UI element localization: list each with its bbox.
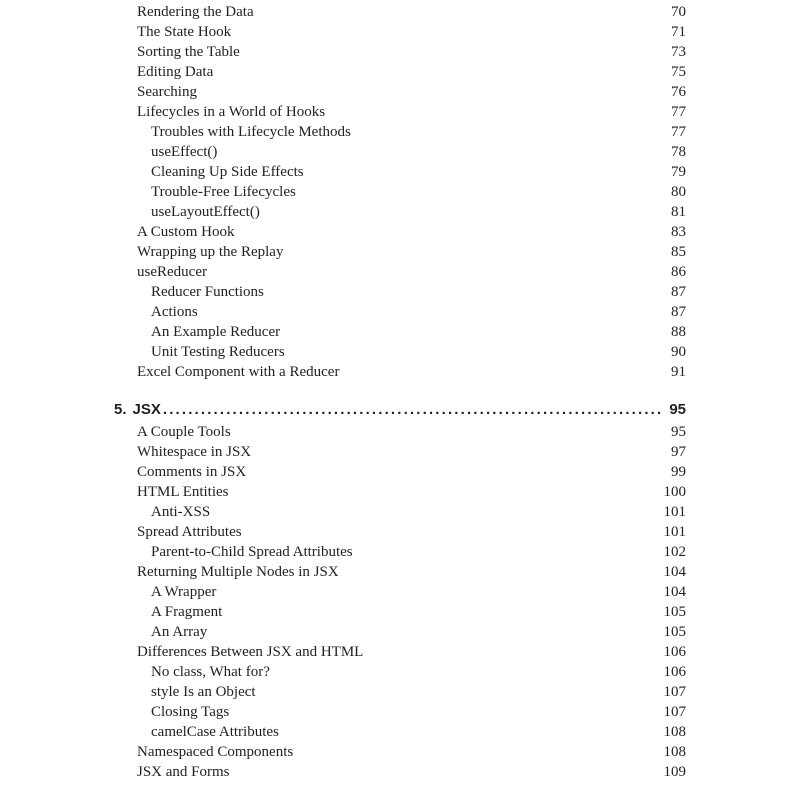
toc-entry-title: useReducer [137,264,207,280]
toc-entry-page-number: 77 [671,124,686,140]
toc-entry-page-number: 108 [663,744,686,760]
toc-entry-page-number: 101 [663,504,686,520]
toc-entry-title: Differences Between JSX and HTML [137,644,364,660]
toc-entry[interactable] [151,662,686,682]
toc-entry[interactable] [137,222,686,242]
toc-entry-page-number: 104 [663,584,686,600]
toc-entry-page-number: 91 [671,364,686,380]
toc-entry[interactable] [151,622,686,642]
toc-entry[interactable] [151,282,686,302]
toc-entry[interactable] [137,642,686,662]
toc-entry-title: A Custom Hook [137,224,235,240]
toc-entry-title: Reducer Functions [151,284,264,300]
toc-entry-title: A Wrapper [151,584,217,600]
toc-entry-page-number: 76 [671,84,686,100]
chapter-number: 5. [114,401,127,418]
toc-entry[interactable] [151,702,686,722]
toc-entry[interactable] [137,2,686,22]
toc-entry[interactable] [151,162,686,182]
toc-entry-page-number: 86 [671,264,686,280]
toc-entry-page-number: 87 [671,304,686,320]
toc-entry[interactable] [151,342,686,362]
toc-entry-title: No class, What for? [151,664,270,680]
toc-entry-title: Namespaced Components [137,744,294,760]
toc-entry[interactable] [137,482,686,502]
toc-entry-title: An Example Reducer [151,324,281,340]
toc-entry[interactable] [151,602,686,622]
toc-entry-page-number: 100 [663,484,686,500]
toc-entry[interactable] [137,442,686,462]
toc-entry-title: HTML Entities [137,484,229,500]
toc-entry[interactable] [151,142,686,162]
toc-entry[interactable] [137,462,686,482]
toc-entry-page-number: 104 [663,564,686,580]
toc-entry-title: Whitespace in JSX [137,444,252,460]
toc-entry[interactable] [137,42,686,62]
toc-entry[interactable] [151,502,686,522]
toc-entry[interactable] [137,762,686,782]
toc-entry-page-number: 81 [671,204,686,220]
toc-entry-page-number: 105 [663,604,686,620]
toc-entry[interactable] [137,262,686,282]
chapter-title: JSX [132,401,161,418]
toc-entry-title: JSX and Forms [137,764,230,780]
toc-entry[interactable] [137,422,686,442]
toc-entry-title: Sorting the Table [137,44,240,60]
toc-entry-page-number: 87 [671,284,686,300]
toc-entry[interactable] [151,582,686,602]
toc-entry[interactable] [137,102,686,122]
toc-entry[interactable] [137,242,686,262]
toc-entry-title: Excel Component with a Reducer [137,364,340,380]
toc-entry[interactable] [151,182,686,202]
toc-entry-title: Lifecycles in a World of Hooks [137,104,326,120]
toc-entry-title: Rendering the Data [137,4,254,20]
toc-entry-page-number: 107 [663,684,686,700]
toc-entry-title: Comments in JSX [137,464,247,480]
toc-entry-page-number: 85 [671,244,686,260]
toc-entry-page-number: 73 [671,44,686,60]
toc-entry-page-number: 106 [663,664,686,680]
toc-entry-page-number: 88 [671,324,686,340]
toc-entry-title: Actions [151,304,198,320]
toc-entry-title: Searching [137,84,197,100]
toc-entry-page-number: 95 [671,424,686,440]
toc-entry[interactable] [137,62,686,82]
toc-entry-title: The State Hook [137,24,232,40]
toc-entry[interactable] [137,562,686,582]
toc-entry-title: Closing Tags [151,704,230,720]
toc-entry-page-number: 102 [663,544,686,560]
toc-entry[interactable] [151,302,686,322]
toc-entry-title: Cleaning Up Side Effects [151,164,304,180]
toc-entry-title: camelCase Attributes [151,724,279,740]
toc-entry-page-number: 109 [663,764,686,780]
toc-entry[interactable] [151,542,686,562]
toc-entry-page-number: 99 [671,464,686,480]
toc-entry-title: A Couple Tools [137,424,231,440]
toc-entry[interactable] [151,322,686,342]
toc-entry-page-number: 83 [671,224,686,240]
toc-entry-page-number: 78 [671,144,686,160]
toc-entry-page-number: 105 [663,624,686,640]
toc-entry[interactable] [137,22,686,42]
toc-chapter-heading[interactable] [114,400,686,420]
toc-entry-page-number: 71 [671,24,686,40]
toc-entry-page-number: 79 [671,164,686,180]
toc-entry-page-number: 108 [663,724,686,740]
chapter-page-number: 95 [669,401,686,418]
toc-entry-page-number: 77 [671,104,686,120]
toc-entry-page-number: 75 [671,64,686,80]
leader-dots [163,400,663,420]
toc-entry-title: Parent-to-Child Spread Attributes [151,544,353,560]
toc-entry-title: Spread Attributes [137,524,242,540]
toc-entry-title: Editing Data [137,64,214,80]
toc-entry-title: Anti-XSS [151,504,211,520]
toc-entry-page-number: 90 [671,344,686,360]
toc-entry[interactable] [137,522,686,542]
toc-entry[interactable] [137,362,686,382]
toc-entry-title: An Array [151,624,208,640]
toc-entry-title: useEffect() [151,144,218,160]
toc-entry[interactable] [151,202,686,222]
toc-entry[interactable] [151,682,686,702]
toc-entry[interactable] [137,742,686,762]
toc-entry[interactable] [151,722,686,742]
toc-entry-page-number: 70 [671,4,686,20]
toc-entry-title: A Fragment [151,604,223,620]
toc-entry-page-number: 106 [663,644,686,660]
toc-entry-page-number: 97 [671,444,686,460]
toc-entry-title: Troubles with Lifecycle Methods [151,124,351,140]
toc-entry-page-number: 101 [663,524,686,540]
toc-entry-title: Trouble-Free Lifecycles [151,184,296,200]
toc-entry-title: style Is an Object [151,684,256,700]
toc-entry-title: useLayoutEffect() [151,204,260,220]
toc-entry-page-number: 107 [663,704,686,720]
toc-entry-page-number: 80 [671,184,686,200]
toc-entry-title: Wrapping up the Replay [137,244,284,260]
toc-entry-title: Returning Multiple Nodes in JSX [137,564,339,580]
toc-entry[interactable] [137,82,686,102]
toc-entry-title: Unit Testing Reducers [151,344,285,360]
toc-entry[interactable] [151,122,686,142]
